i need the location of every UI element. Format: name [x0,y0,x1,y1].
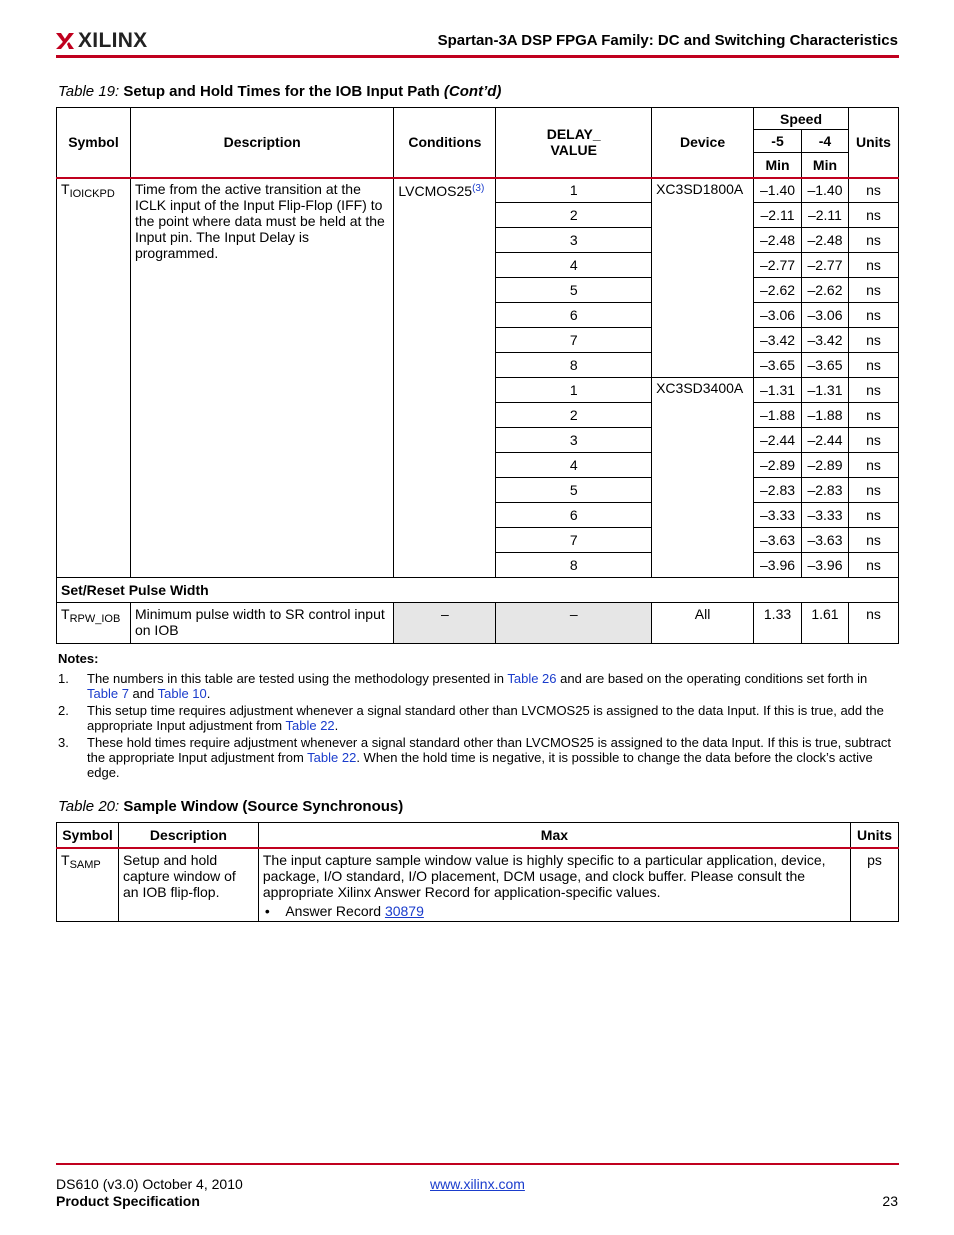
link-table-22[interactable]: Table 22 [285,718,335,733]
xilinx-logo [56,29,147,53]
rpw-description: Minimum pulse width to SR control input on IOB [130,603,393,644]
note-3-part: These hold times require adjustment whenever a signal standard other than LVCMOS25 is assigned to the data Input. If this is true, subtract the appropriate Input adjustment from [87,735,892,765]
footer-left [56,1176,243,1210]
delay-value-cell: 4 [496,253,652,278]
table19-notes [58,651,898,782]
speed-4-min-cell: –3.63 [802,528,849,553]
tsamp-description: Setup and hold capture window of an IOB flip-flop. [118,848,258,922]
header-min-4: Min [802,153,849,178]
delay-value-cell: 7 [496,328,652,353]
speed-5-min-cell: –2.83 [754,478,802,503]
symbol-main: T [61,180,70,197]
note-1 [58,671,898,701]
bullet-label: Answer Record [285,902,385,919]
speed-5-min-cell: –1.40 [754,178,802,203]
header-symbol: Symbol [57,108,131,178]
delay-value-cell: 6 [496,503,652,528]
link-table-26[interactable]: Table 26 [507,671,557,686]
header-speed-grade-5: -5 [754,130,802,153]
symbol-trpw-iob [57,603,131,644]
units-cell: ns [848,178,898,203]
note-2-part: . [334,718,339,733]
t20-header-units: Units [850,823,898,848]
table19-caption [58,83,501,100]
note-3 [58,735,898,780]
symbol-subscript: RPW_IOB [69,613,121,625]
speed-4-min-cell: –3.06 [802,303,849,328]
tsamp-units: ps [850,848,898,922]
header-description: Description [130,108,393,178]
units-cell: ns [848,478,898,503]
speed-5-min-cell: –1.31 [754,378,802,403]
speed-5-min-cell: –3.65 [754,353,802,378]
note-1-part: and [128,686,158,701]
units-cell: ns [848,378,898,403]
symbol-main: T [61,851,70,868]
header-speed-grade-4: -4 [802,130,849,153]
units-cell: ns [848,553,898,578]
units-cell: ns [848,278,898,303]
units-cell: ns [848,228,898,253]
header-delay-value [496,108,652,178]
rpw-units: ns [848,603,898,644]
link-table-10[interactable]: Table 10 [157,686,207,701]
t20-header-max: Max [258,823,850,848]
symbol-tioickpd [57,178,131,578]
speed-5-min-cell: –2.48 [754,228,802,253]
tioickpd-description: Time from the active transition at the ICLK input of the Input Flip-Flop (IFF) to the point where data must be held at the Input pin. The Input Delay is programmed. [130,178,393,578]
speed-4-min-cell: –2.83 [802,478,849,503]
notes-title: Notes: [58,651,99,666]
speed-5-min-cell: –3.63 [754,528,802,553]
speed-4-min-cell: –1.88 [802,403,849,428]
speed-5-min-cell: –3.96 [754,553,802,578]
units-cell: ns [848,328,898,353]
speed-5-min-cell: –3.33 [754,503,802,528]
tsamp-max-text: The input capture sample window value is highly specific to a particular application, device, package, I/O standard, I/O placement, DCM usage, and clock buffer. Please consult the appropriate Xilinx Answer Record for application-specific values. [262,851,826,900]
table19-caption-suffix: (Cont’d) [443,83,502,100]
note-2 [58,703,898,733]
delay-value-cell: 2 [496,203,652,228]
rpw-delay: – [496,603,652,644]
t20-header-symbol: Symbol [57,823,119,848]
delay-value-cell: 7 [496,528,652,553]
speed-5-min-cell: –2.11 [754,203,802,228]
answer-record-link[interactable]: 30879 [384,902,424,919]
symbol-subscript: IOICKPD [69,187,115,200]
doc-type: Product Specification [56,1193,200,1209]
symbol-subscript: SAMP [69,858,101,871]
note-1-number: 1. [58,671,69,686]
header-conditions: Conditions [394,108,496,178]
link-table-7[interactable]: Table 7 [87,686,129,701]
units-cell: ns [848,403,898,428]
condition-label: LVCMOS25 [398,182,473,199]
note-3-reference[interactable]: (3) [472,182,485,194]
note-3-text [87,735,898,780]
header-min-5: Min [754,153,802,178]
speed-4-min-cell: –2.62 [802,278,849,303]
delay-value-cell: 3 [496,228,652,253]
speed-5-min-cell: –2.62 [754,278,802,303]
table20 [56,822,899,922]
speed-4-min-cell: –2.48 [802,228,849,253]
tioickpd-condition [394,178,496,578]
speed-4-min-cell: –2.89 [802,453,849,478]
table19-caption-title: Setup and Hold Times for the IOB Input Path [123,83,440,100]
note-1-part: The numbers in this table are tested using the methodology presented in [87,671,508,686]
speed-4-min-cell: –2.11 [802,203,849,228]
units-cell: ns [848,203,898,228]
symbol-tsamp [57,848,119,922]
table-row [57,178,899,203]
symbol-main: T [61,606,70,622]
header-units: Units [848,108,898,178]
note-3-part: . When the hold time is negative, it is possible to change the data before the clock’s active edge. [87,750,873,780]
table20-caption-title: Sample Window (Source Synchronous) [123,798,404,815]
answer-record-bullet [263,903,846,919]
speed-4-min-cell: –3.65 [802,353,849,378]
units-cell: ns [848,353,898,378]
speed-4-min-cell: –2.44 [802,428,849,453]
page-number: 23 [882,1193,898,1209]
delay-value-cell: 4 [496,453,652,478]
speed-4-min-cell: –3.96 [802,553,849,578]
delay-value-cell: 3 [496,428,652,453]
footer-rule [56,1163,899,1165]
speed-5-min-cell: –3.42 [754,328,802,353]
delay-value-cell: 2 [496,403,652,428]
note-1-text [87,671,898,701]
speed-5-min-cell: –2.44 [754,428,802,453]
table20-caption-number: Table 20: [58,798,120,815]
units-cell: ns [848,503,898,528]
speed-4-min-cell: –1.40 [802,178,849,203]
rpw-speed-4: 1.61 [802,603,849,644]
header-rule [56,55,899,58]
units-cell: ns [848,453,898,478]
header-device: Device [652,108,754,178]
note-3-number: 3. [58,735,69,750]
delay-value-cell: 8 [496,353,652,378]
header-speed: Speed [754,108,849,130]
device-cell: XC3SD1800A [652,178,754,378]
rpw-device: All [652,603,754,644]
note-1-part: . [206,686,211,701]
note-1-part: and are based on the operating conditions set forth in [556,671,868,686]
t20-header-description: Description [118,823,258,848]
delay-value-cell: 5 [496,278,652,303]
delay-value-cell: 5 [496,478,652,503]
speed-4-min-cell: –3.33 [802,503,849,528]
table20-caption [58,798,403,815]
rpw-speed-5: 1.33 [754,603,802,644]
rpw-condition: – [394,603,496,644]
footer-url-link[interactable]: www.xilinx.com [430,1176,525,1192]
brand-name: XILINX [78,29,148,52]
note-2-part: This setup time requires adjustment whenever a signal standard other than LVCMOS25 is assigned to the data Input. If this is true, add the appropriate Input adjustment from [87,703,884,733]
units-cell: ns [848,428,898,453]
speed-5-min-cell: –2.77 [754,253,802,278]
delay-value-cell: 6 [496,303,652,328]
header-delay-value-label: DELAY_ VALUE [546,126,601,159]
delay-value-cell: 8 [496,553,652,578]
table19-caption-number: Table 19: [58,83,120,100]
xilinx-logo-icon [56,31,74,51]
units-cell: ns [848,528,898,553]
doc-id: DS610 (v3.0) October 4, 2010 [56,1176,243,1192]
table19 [56,107,899,644]
tsamp-max [258,848,850,922]
units-cell: ns [848,303,898,328]
section-set-reset-pulse-width: Set/Reset Pulse Width [57,578,899,603]
speed-4-min-cell: –2.77 [802,253,849,278]
bullet-icon: • [264,902,270,919]
speed-5-min-cell: –1.88 [754,403,802,428]
speed-4-min-cell: –1.31 [802,378,849,403]
note-2-text [87,703,898,733]
units-cell: ns [848,253,898,278]
speed-5-min-cell: –3.06 [754,303,802,328]
speed-4-min-cell: –3.42 [802,328,849,353]
speed-5-min-cell: –2.89 [754,453,802,478]
note-2-number: 2. [58,703,69,718]
device-cell: XC3SD3400A [652,378,754,578]
link-table-22[interactable]: Table 22 [307,750,357,765]
document-title: Spartan-3A DSP FPGA Family: DC and Switching Characteristics [437,32,898,49]
delay-value-cell: 1 [496,378,652,403]
delay-value-cell: 1 [496,178,652,203]
